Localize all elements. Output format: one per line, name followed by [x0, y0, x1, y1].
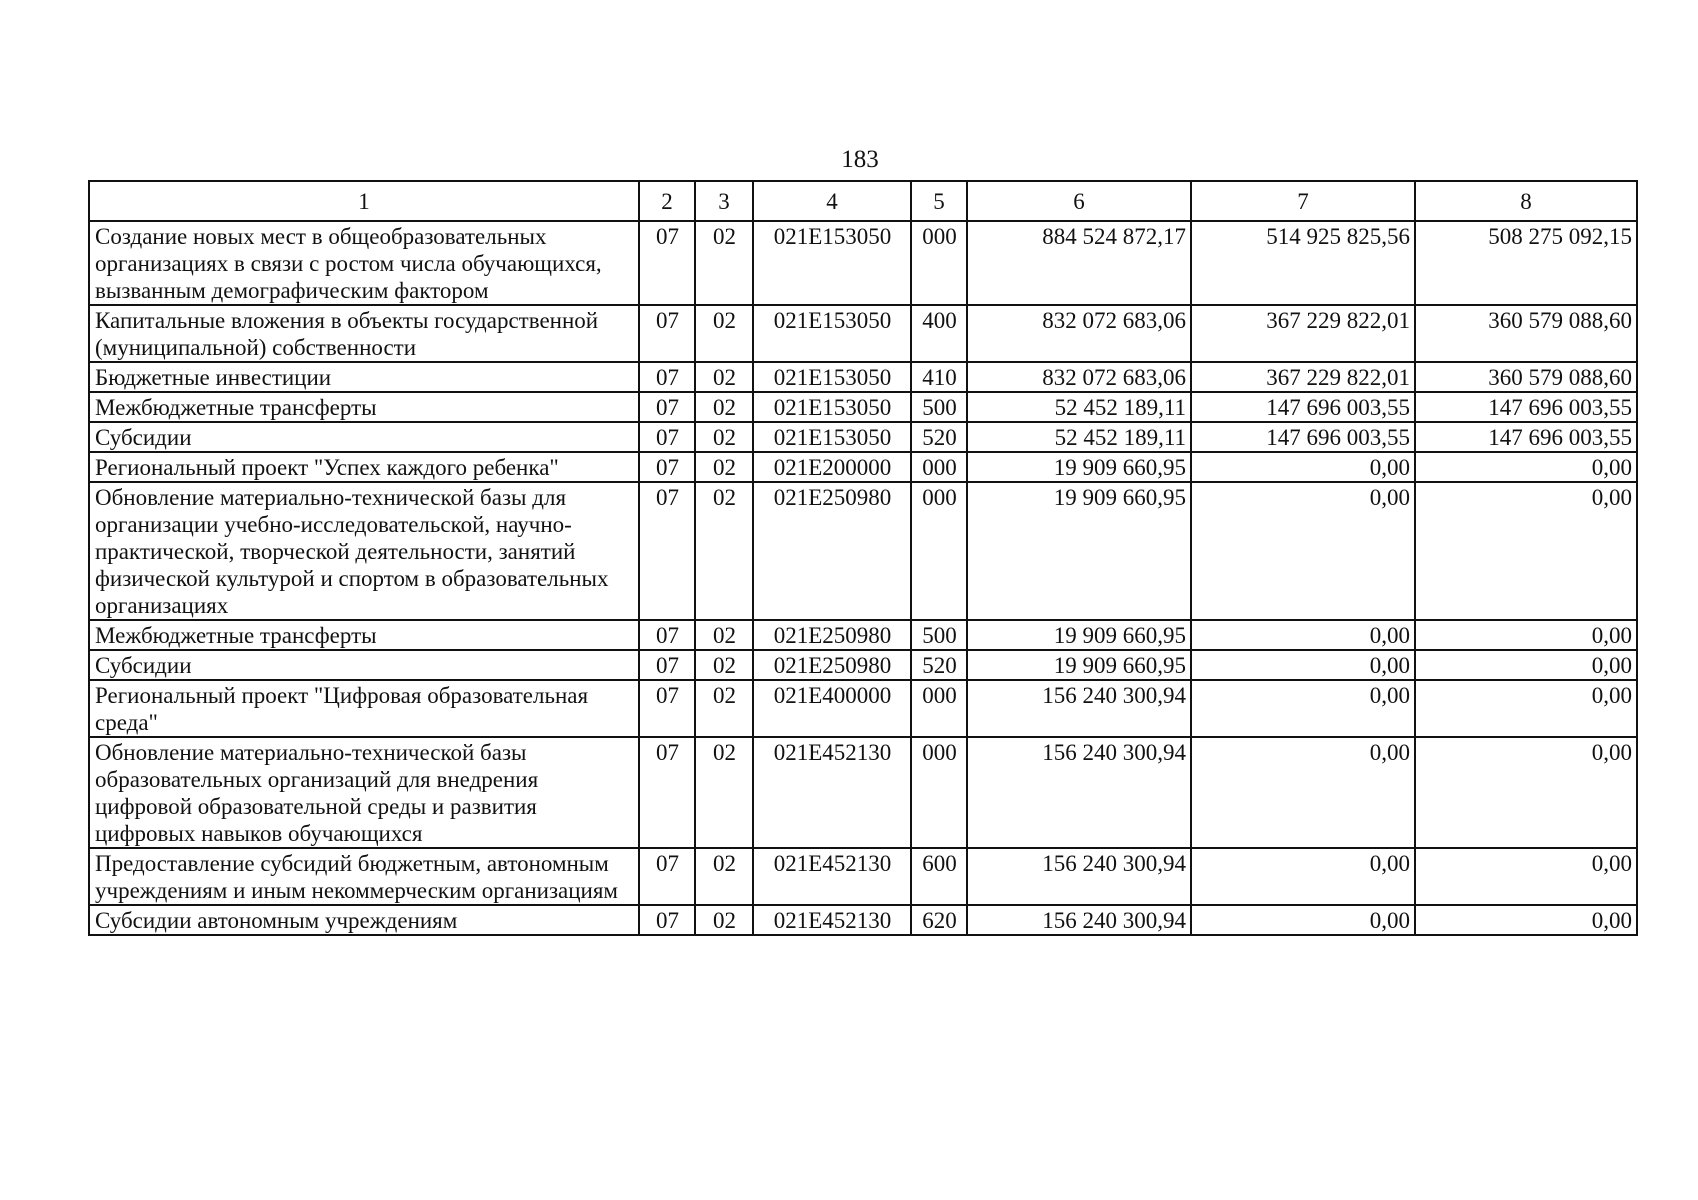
row-target-code: 021E452130 [753, 737, 911, 848]
row-amount-year3: 0,00 [1415, 620, 1637, 650]
row-amount-year1: 832 072 683,06 [967, 305, 1191, 362]
row-amount-year3: 360 579 088,60 [1415, 362, 1637, 392]
row-expense-type: 000 [911, 737, 967, 848]
row-target-code: 021E400000 [753, 680, 911, 737]
row-section: 07 [639, 620, 695, 650]
row-amount-year1: 19 909 660,95 [967, 620, 1191, 650]
row-name: Капитальные вложения в объекты государственной (муниципальной) собственности [89, 305, 639, 362]
row-name: Межбюджетные трансферты [89, 392, 639, 422]
row-expense-type: 000 [911, 221, 967, 305]
row-target-code: 021E153050 [753, 305, 911, 362]
row-name: Обновление материально-технической базы образовательных организаций для внедрения цифровой образовательной среды и развития цифровых навыков обучающихся [89, 737, 639, 848]
table-row [89, 650, 1637, 680]
table-row [89, 848, 1637, 905]
row-amount-year1: 156 240 300,94 [967, 905, 1191, 935]
row-section: 07 [639, 422, 695, 452]
row-section: 07 [639, 482, 695, 620]
row-amount-year3: 0,00 [1415, 680, 1637, 737]
row-section: 07 [639, 362, 695, 392]
table-row [89, 422, 1637, 452]
row-amount-year2: 0,00 [1191, 737, 1415, 848]
row-amount-year2: 0,00 [1191, 848, 1415, 905]
row-section: 07 [639, 452, 695, 482]
row-amount-year1: 156 240 300,94 [967, 848, 1191, 905]
row-expense-type: 500 [911, 392, 967, 422]
row-target-code: 021E250980 [753, 482, 911, 620]
row-expense-type: 000 [911, 482, 967, 620]
row-name: Межбюджетные трансферты [89, 620, 639, 650]
row-subsection: 02 [695, 305, 753, 362]
header-cell: 8 [1415, 181, 1637, 221]
row-target-code: 021E153050 [753, 392, 911, 422]
header-cell: 1 [89, 181, 639, 221]
row-section: 07 [639, 680, 695, 737]
row-section: 07 [639, 737, 695, 848]
row-target-code: 021E153050 [753, 422, 911, 452]
row-subsection: 02 [695, 392, 753, 422]
row-section: 07 [639, 650, 695, 680]
row-name: Региональный проект "Успех каждого ребенка" [89, 452, 639, 482]
row-amount-year1: 884 524 872,17 [967, 221, 1191, 305]
budget-table [88, 180, 1638, 936]
row-subsection: 02 [695, 650, 753, 680]
row-amount-year3: 147 696 003,55 [1415, 392, 1637, 422]
row-amount-year2: 367 229 822,01 [1191, 362, 1415, 392]
table-row [89, 305, 1637, 362]
row-amount-year2: 0,00 [1191, 452, 1415, 482]
table-row [89, 221, 1637, 305]
row-name: Субсидии [89, 650, 639, 680]
row-expense-type: 620 [911, 905, 967, 935]
row-name: Региональный проект "Цифровая образовательная среда" [89, 680, 639, 737]
row-amount-year3: 147 696 003,55 [1415, 422, 1637, 452]
header-cell: 2 [639, 181, 695, 221]
row-amount-year1: 156 240 300,94 [967, 680, 1191, 737]
row-amount-year1: 52 452 189,11 [967, 422, 1191, 452]
row-amount-year3: 0,00 [1415, 848, 1637, 905]
row-name: Предоставление субсидий бюджетным, автономным учреждениям и иным некоммерческим организациям [89, 848, 639, 905]
row-expense-type: 400 [911, 305, 967, 362]
row-name: Бюджетные инвестиции [89, 362, 639, 392]
table-row [89, 737, 1637, 848]
row-expense-type: 500 [911, 620, 967, 650]
table-row [89, 905, 1637, 935]
row-subsection: 02 [695, 221, 753, 305]
row-target-code: 021E452130 [753, 848, 911, 905]
row-section: 07 [639, 221, 695, 305]
row-amount-year2: 0,00 [1191, 680, 1415, 737]
row-name: Субсидии автономным учреждениям [89, 905, 639, 935]
row-amount-year2: 147 696 003,55 [1191, 422, 1415, 452]
row-section: 07 [639, 848, 695, 905]
row-amount-year2: 0,00 [1191, 905, 1415, 935]
row-name: Обновление материально-технической базы для организации учебно-исследовательской, научно-практической, творческой деятельности, занятий физической культурой и спортом в образовательных организациях [89, 482, 639, 620]
row-amount-year3: 0,00 [1415, 650, 1637, 680]
table-row [89, 620, 1637, 650]
row-amount-year2: 0,00 [1191, 482, 1415, 620]
header-row [89, 181, 1637, 221]
table-row [89, 482, 1637, 620]
row-name: Создание новых мест в общеобразовательных организациях в связи с ростом числа обучающихся, вызванным демографическим фактором [89, 221, 639, 305]
row-subsection: 02 [695, 620, 753, 650]
header-cell: 7 [1191, 181, 1415, 221]
row-amount-year1: 832 072 683,06 [967, 362, 1191, 392]
row-name: Субсидии [89, 422, 639, 452]
row-amount-year1: 156 240 300,94 [967, 737, 1191, 848]
header-cell: 6 [967, 181, 1191, 221]
row-target-code: 021E153050 [753, 362, 911, 392]
row-amount-year2: 0,00 [1191, 620, 1415, 650]
row-target-code: 021E200000 [753, 452, 911, 482]
row-amount-year3: 0,00 [1415, 737, 1637, 848]
row-amount-year2: 147 696 003,55 [1191, 392, 1415, 422]
row-expense-type: 000 [911, 452, 967, 482]
row-subsection: 02 [695, 482, 753, 620]
row-section: 07 [639, 305, 695, 362]
table-row [89, 680, 1637, 737]
page-number: 183 [841, 146, 879, 173]
row-expense-type: 600 [911, 848, 967, 905]
row-subsection: 02 [695, 848, 753, 905]
row-target-code: 021E452130 [753, 905, 911, 935]
row-amount-year2: 367 229 822,01 [1191, 305, 1415, 362]
row-subsection: 02 [695, 362, 753, 392]
row-subsection: 02 [695, 680, 753, 737]
row-amount-year2: 514 925 825,56 [1191, 221, 1415, 305]
row-subsection: 02 [695, 422, 753, 452]
row-target-code: 021E250980 [753, 650, 911, 680]
row-amount-year3: 508 275 092,15 [1415, 221, 1637, 305]
table-row [89, 362, 1637, 392]
row-amount-year3: 0,00 [1415, 905, 1637, 935]
row-amount-year1: 19 909 660,95 [967, 452, 1191, 482]
table-row [89, 392, 1637, 422]
row-amount-year1: 52 452 189,11 [967, 392, 1191, 422]
row-target-code: 021E153050 [753, 221, 911, 305]
row-amount-year1: 19 909 660,95 [967, 650, 1191, 680]
row-subsection: 02 [695, 737, 753, 848]
row-amount-year2: 0,00 [1191, 650, 1415, 680]
row-target-code: 021E250980 [753, 620, 911, 650]
row-amount-year3: 0,00 [1415, 482, 1637, 620]
row-amount-year1: 19 909 660,95 [967, 482, 1191, 620]
row-section: 07 [639, 905, 695, 935]
header-cell: 5 [911, 181, 967, 221]
header-cell: 3 [695, 181, 753, 221]
row-subsection: 02 [695, 452, 753, 482]
row-expense-type: 410 [911, 362, 967, 392]
row-amount-year3: 360 579 088,60 [1415, 305, 1637, 362]
row-amount-year3: 0,00 [1415, 452, 1637, 482]
row-expense-type: 000 [911, 680, 967, 737]
row-section: 07 [639, 392, 695, 422]
row-subsection: 02 [695, 905, 753, 935]
row-expense-type: 520 [911, 422, 967, 452]
row-expense-type: 520 [911, 650, 967, 680]
header-cell: 4 [753, 181, 911, 221]
table-row [89, 452, 1637, 482]
